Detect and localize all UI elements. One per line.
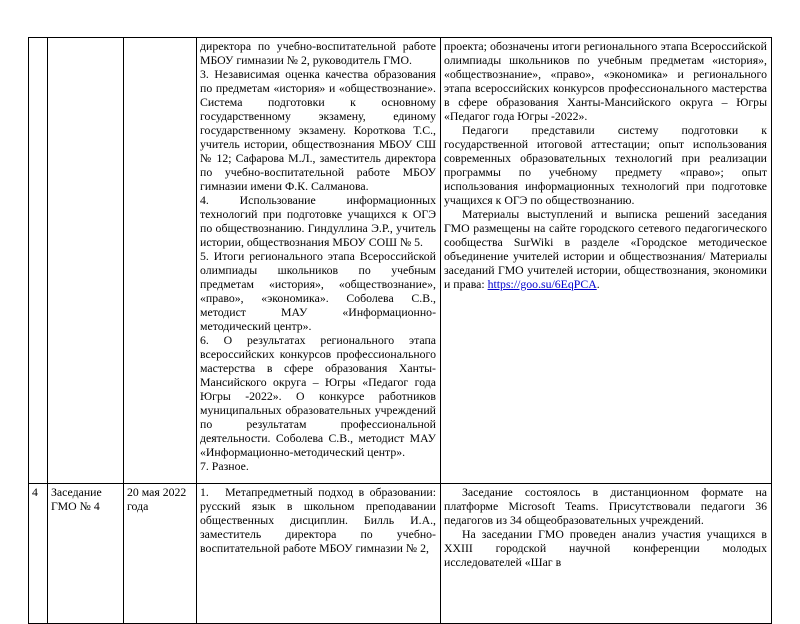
- meetings-table: [28, 37, 772, 624]
- results-paragraph-with-link: [444, 207, 767, 291]
- paragraph: проекта; обозначены итоги регионального этапа Всероссийской олимпиады школьников по учебным предметам «история», «обществознание», «право», «экономика» и регионального этапа всероссийских конкурсов профессионального мастерства в сфере образования Ханты-Мансийского округа – Югры «Педагог года Югры -2022».: [444, 39, 767, 123]
- agenda-paragraphs: [200, 485, 436, 555]
- paragraph: Педагоги представили систему подготовки к государственной итоговой аттестации; опыт использования современных образовательных технологий при реализации программы по учебному предмету «право»; опыт использования информационных технологий при подготовке учащихся к ОГЭ по обществознанию.: [444, 123, 767, 207]
- surwiki-materials-link[interactable]: https://goo.su/6EqPCA: [487, 277, 597, 291]
- paragraph: 6. О результатах регионального этапа всероссийских конкурсов профессионального мастерства в сфере образования Ханты-Мансийского округа – Югры «Педагог года Югры -2022». О конкурсе работников муниципальных образовательных учреждений по результатам профессиональной деятельности. Соболева С.В., методист МАУ «Информационно-методический центр».: [200, 333, 436, 459]
- cell-results: [441, 484, 772, 624]
- paragraph: 1. Метапредметный подход в образовании: русский язык в школьном преподавании общественных дисциплин. Билль И.А., заместитель директора по учебно-воспитательной работе МБОУ гимназии № 2,: [200, 485, 436, 555]
- results-paragraphs: [444, 485, 767, 569]
- table-row-continuation: [29, 38, 772, 484]
- results-paragraphs: [444, 39, 767, 207]
- cell-agenda: [197, 38, 441, 484]
- paragraph: На заседании ГМО проведен анализ участия учащихся в XXIII городской научной конференции молодых исследователей «Шаг в: [444, 527, 767, 569]
- paragraph: директора по учебно-воспитательной работе МБОУ гимназии № 2, руководитель ГМО.: [200, 39, 436, 67]
- paragraph: 4. Использование информационных технологий при подготовке учащихся к ОГЭ по обществознанию. Гиндуллина Э.Р., учитель истории, обществознания МБОУ СОШ № 5.: [200, 193, 436, 249]
- cell-meeting-date: 20 мая 2022 года: [124, 484, 197, 624]
- paragraph: 3. Независимая оценка качества образования по предметам «история» и «обществознание». Система подготовки к основному государственному экзамену, единому государственному экзамену. Короткова Т.С., учитель истории, обществознания МБОУ СШ № 12; Сафарова М.Л., заместитель директора по учебно-воспитательной работе МБОУ гимназии имени Ф.К. Салманова.: [200, 67, 436, 193]
- cell-results: [441, 38, 772, 484]
- cell-agenda: [197, 484, 441, 624]
- cell-meeting-title: Заседание ГМО № 4: [48, 484, 124, 624]
- agenda-paragraphs: [200, 39, 436, 473]
- paragraph: Заседание состоялось в дистанционном формате на платформе Microsoft Teams. Присутствовали педагоги 36 педагогов из 34 общеобразовательных учреждений.: [444, 485, 767, 527]
- cell-meeting-date: [124, 38, 197, 484]
- paragraph-text: Материалы выступлений и выписка решений заседания ГМО размещены на сайте городского сетевого педагогического сообщества SurWiki в разделе «Городское методическое объединение учителей истории и обществознания/ Материалы заседаний ГМО учителей истории, обществознания, экономики и права:: [444, 207, 767, 291]
- table-row-meeting-4: [29, 484, 772, 624]
- cell-row-number: 4: [29, 484, 48, 624]
- cell-row-number: [29, 38, 48, 484]
- paragraph: 5. Итоги регионального этапа Всероссийской олимпиады школьников по учебным предметам «история», «обществознание», «право», «экономика». Соболева С.В., методист МАУ «Информационно-методический центр».: [200, 249, 436, 333]
- cell-meeting-title: [48, 38, 124, 484]
- paragraph: 7. Разное.: [200, 459, 249, 473]
- paragraph-text: .: [596, 277, 600, 291]
